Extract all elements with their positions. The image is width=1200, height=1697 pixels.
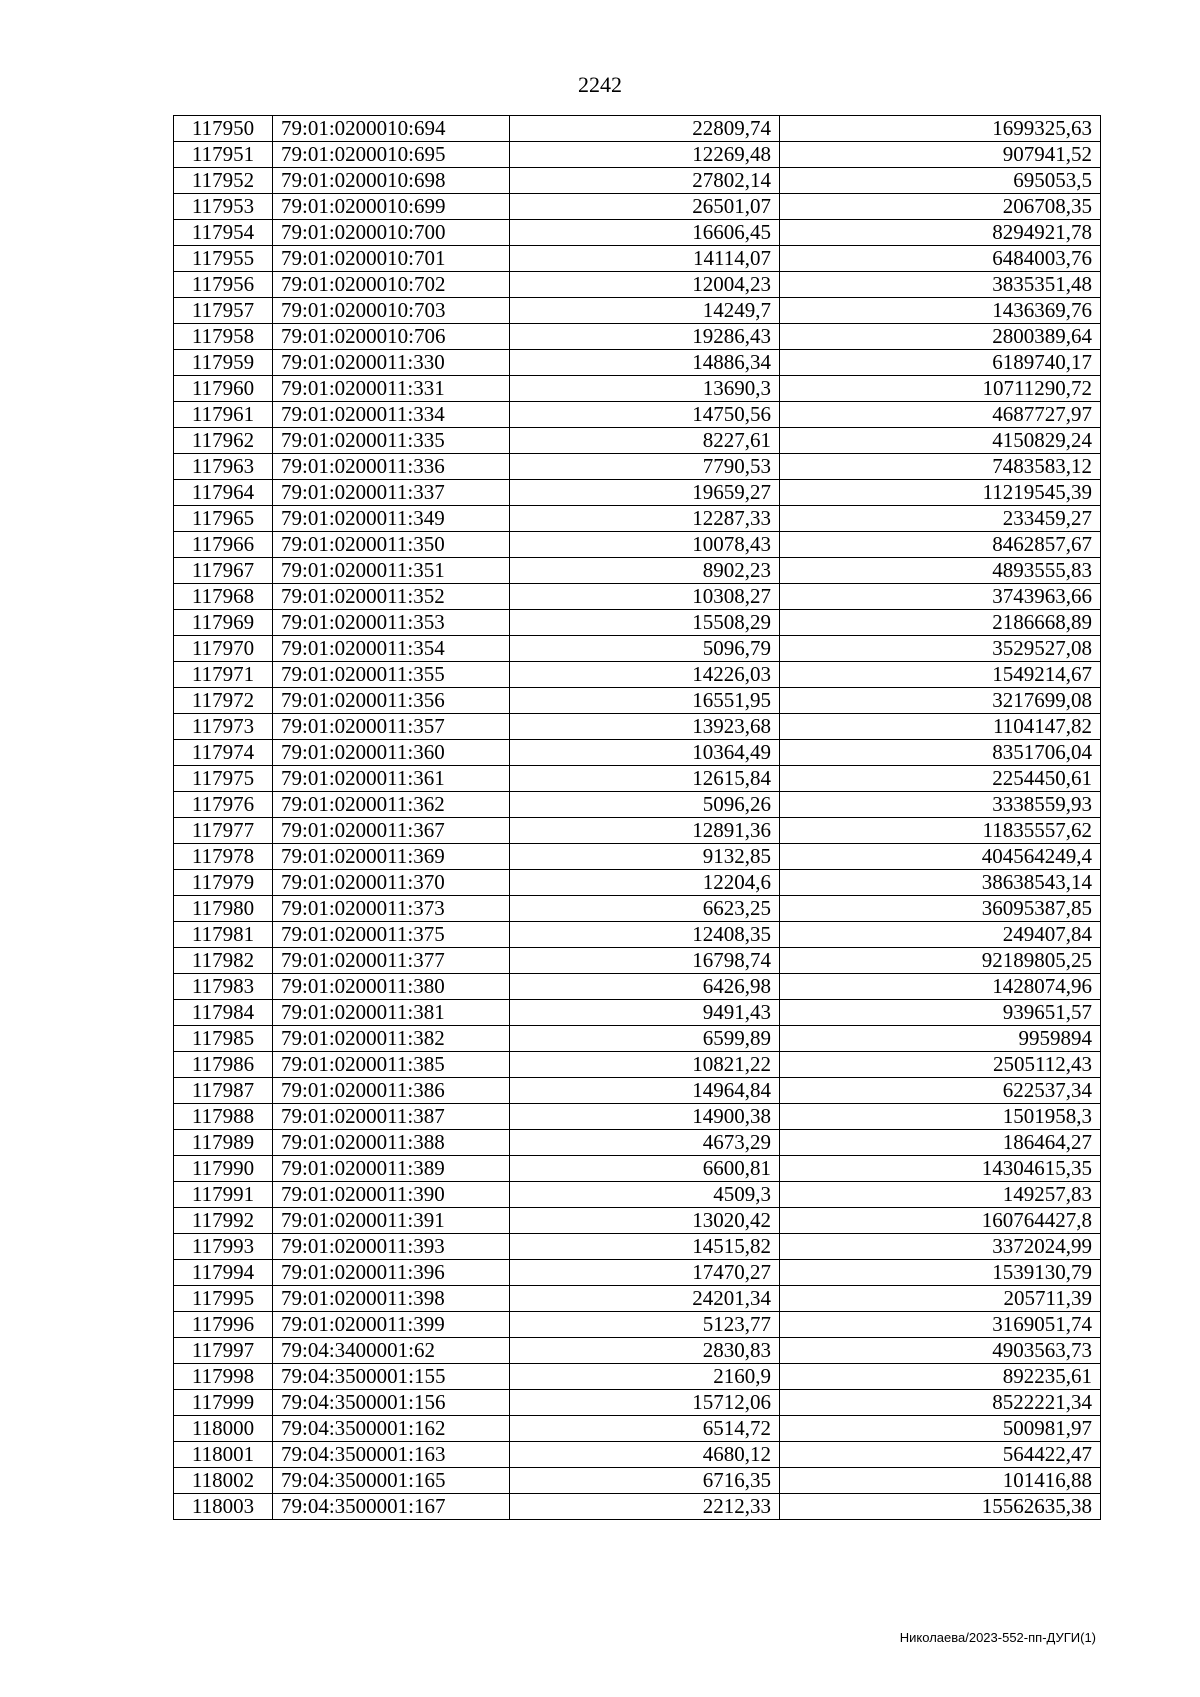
row-number-cell: 117998 xyxy=(174,1364,273,1390)
area-cell: 19659,27 xyxy=(510,480,780,506)
cadastral-number-cell: 79:01:0200011:330 xyxy=(273,350,510,376)
table-row xyxy=(174,376,1101,402)
area-cell: 4680,12 xyxy=(510,1442,780,1468)
table-row xyxy=(174,558,1101,584)
row-number-cell: 117961 xyxy=(174,402,273,428)
table-row xyxy=(174,402,1101,428)
cadastral-number-cell: 79:01:0200011:361 xyxy=(273,766,510,792)
row-number-cell: 117962 xyxy=(174,428,273,454)
area-cell: 8902,23 xyxy=(510,558,780,584)
row-number-cell: 118000 xyxy=(174,1416,273,1442)
area-cell: 12408,35 xyxy=(510,922,780,948)
row-number-cell: 117977 xyxy=(174,818,273,844)
cadastral-value-cell: 3835351,48 xyxy=(780,272,1101,298)
area-cell: 9491,43 xyxy=(510,1000,780,1026)
cadastral-number-cell: 79:01:0200010:702 xyxy=(273,272,510,298)
area-cell: 17470,27 xyxy=(510,1260,780,1286)
cadastral-value-cell: 8462857,67 xyxy=(780,532,1101,558)
cadastral-value-cell: 907941,52 xyxy=(780,142,1101,168)
row-number-cell: 117999 xyxy=(174,1390,273,1416)
row-number-cell: 117974 xyxy=(174,740,273,766)
area-cell: 5096,79 xyxy=(510,636,780,662)
table-row xyxy=(174,1234,1101,1260)
cadastral-number-cell: 79:01:0200011:353 xyxy=(273,610,510,636)
row-number-cell: 117987 xyxy=(174,1078,273,1104)
table-row xyxy=(174,636,1101,662)
row-number-cell: 117963 xyxy=(174,454,273,480)
cadastral-value-cell: 1104147,82 xyxy=(780,714,1101,740)
table-row xyxy=(174,1156,1101,1182)
table-row xyxy=(174,532,1101,558)
cadastral-value-cell: 233459,27 xyxy=(780,506,1101,532)
row-number-cell: 117955 xyxy=(174,246,273,272)
cadastral-number-cell: 79:01:0200011:335 xyxy=(273,428,510,454)
table-row xyxy=(174,948,1101,974)
cadastral-number-cell: 79:01:0200011:351 xyxy=(273,558,510,584)
cadastral-number-cell: 79:04:3500001:162 xyxy=(273,1416,510,1442)
row-number-cell: 117967 xyxy=(174,558,273,584)
cadastral-number-cell: 79:01:0200011:357 xyxy=(273,714,510,740)
cadastral-number-cell: 79:01:0200011:336 xyxy=(273,454,510,480)
cadastral-number-cell: 79:01:0200011:381 xyxy=(273,1000,510,1026)
cadastral-number-cell: 79:01:0200011:373 xyxy=(273,896,510,922)
cadastral-number-cell: 79:04:3500001:163 xyxy=(273,1442,510,1468)
table-row xyxy=(174,1390,1101,1416)
area-cell: 6623,25 xyxy=(510,896,780,922)
cadastral-number-cell: 79:01:0200011:334 xyxy=(273,402,510,428)
table-row xyxy=(174,1416,1101,1442)
cadastral-number-cell: 79:01:0200011:390 xyxy=(273,1182,510,1208)
table-row xyxy=(174,142,1101,168)
row-number-cell: 117959 xyxy=(174,350,273,376)
cadastral-number-cell: 79:01:0200011:360 xyxy=(273,740,510,766)
cadastral-number-cell: 79:01:0200011:331 xyxy=(273,376,510,402)
table-row xyxy=(174,1000,1101,1026)
area-cell: 12891,36 xyxy=(510,818,780,844)
row-number-cell: 117971 xyxy=(174,662,273,688)
cadastral-number-cell: 79:01:0200011:337 xyxy=(273,480,510,506)
row-number-cell: 117976 xyxy=(174,792,273,818)
table-row xyxy=(174,116,1101,142)
row-number-cell: 117985 xyxy=(174,1026,273,1052)
table-row xyxy=(174,272,1101,298)
cadastral-value-cell: 206708,35 xyxy=(780,194,1101,220)
area-cell: 14964,84 xyxy=(510,1078,780,1104)
cadastral-number-cell: 79:01:0200011:385 xyxy=(273,1052,510,1078)
table-row xyxy=(174,350,1101,376)
cadastral-number-cell: 79:01:0200011:350 xyxy=(273,532,510,558)
cadastral-value-cell: 695053,5 xyxy=(780,168,1101,194)
cadastral-number-cell: 79:01:0200010:695 xyxy=(273,142,510,168)
table-row xyxy=(174,1208,1101,1234)
row-number-cell: 117956 xyxy=(174,272,273,298)
area-cell: 13690,3 xyxy=(510,376,780,402)
table-row xyxy=(174,1104,1101,1130)
area-cell: 15508,29 xyxy=(510,610,780,636)
area-cell: 4673,29 xyxy=(510,1130,780,1156)
cadastral-value-cell: 1428074,96 xyxy=(780,974,1101,1000)
cadastral-value-cell: 1436369,76 xyxy=(780,298,1101,324)
cadastral-value-cell: 149257,83 xyxy=(780,1182,1101,1208)
table-row xyxy=(174,1130,1101,1156)
table-row xyxy=(174,428,1101,454)
area-cell: 19286,43 xyxy=(510,324,780,350)
area-cell: 14114,07 xyxy=(510,246,780,272)
cadastral-number-cell: 79:04:3500001:155 xyxy=(273,1364,510,1390)
cadastral-value-cell: 1699325,63 xyxy=(780,116,1101,142)
area-cell: 12269,48 xyxy=(510,142,780,168)
table-row xyxy=(174,584,1101,610)
row-number-cell: 117975 xyxy=(174,766,273,792)
area-cell: 2212,33 xyxy=(510,1494,780,1520)
table-row xyxy=(174,922,1101,948)
table-row xyxy=(174,1286,1101,1312)
area-cell: 12287,33 xyxy=(510,506,780,532)
cadastral-value-cell: 101416,88 xyxy=(780,1468,1101,1494)
row-number-cell: 117965 xyxy=(174,506,273,532)
row-number-cell: 117953 xyxy=(174,194,273,220)
table-row xyxy=(174,1182,1101,1208)
table-row xyxy=(174,1260,1101,1286)
area-cell: 14900,38 xyxy=(510,1104,780,1130)
area-cell: 12615,84 xyxy=(510,766,780,792)
cadastral-value-cell: 11219545,39 xyxy=(780,480,1101,506)
area-cell: 6514,72 xyxy=(510,1416,780,1442)
row-number-cell: 117966 xyxy=(174,532,273,558)
area-cell: 9132,85 xyxy=(510,844,780,870)
cadastral-value-cell: 205711,39 xyxy=(780,1286,1101,1312)
cadastral-number-cell: 79:01:0200011:380 xyxy=(273,974,510,1000)
row-number-cell: 117964 xyxy=(174,480,273,506)
table-row xyxy=(174,1494,1101,1520)
cadastral-value-cell: 500981,97 xyxy=(780,1416,1101,1442)
cadastral-number-cell: 79:01:0200011:391 xyxy=(273,1208,510,1234)
cadastral-value-cell: 3169051,74 xyxy=(780,1312,1101,1338)
table-row xyxy=(174,480,1101,506)
cadastral-value-cell: 8294921,78 xyxy=(780,220,1101,246)
cadastral-number-cell: 79:01:0200011:389 xyxy=(273,1156,510,1182)
table-row xyxy=(174,298,1101,324)
cadastral-value-cell: 4893555,83 xyxy=(780,558,1101,584)
cadastral-value-cell: 4687727,97 xyxy=(780,402,1101,428)
table-row xyxy=(174,1078,1101,1104)
page-number: 2242 xyxy=(578,72,622,97)
table-row xyxy=(174,896,1101,922)
cadastral-value-cell: 4150829,24 xyxy=(780,428,1101,454)
cadastral-number-cell: 79:01:0200010:698 xyxy=(273,168,510,194)
row-number-cell: 117993 xyxy=(174,1234,273,1260)
area-cell: 16798,74 xyxy=(510,948,780,974)
row-number-cell: 117978 xyxy=(174,844,273,870)
cadastral-number-cell: 79:01:0200011:369 xyxy=(273,844,510,870)
cadastral-value-cell: 3372024,99 xyxy=(780,1234,1101,1260)
area-cell: 6600,81 xyxy=(510,1156,780,1182)
row-number-cell: 117997 xyxy=(174,1338,273,1364)
area-cell: 7790,53 xyxy=(510,454,780,480)
cadastral-value-table xyxy=(173,115,1101,1520)
table-row xyxy=(174,506,1101,532)
table-row xyxy=(174,324,1101,350)
row-number-cell: 117952 xyxy=(174,168,273,194)
cadastral-value-cell: 2186668,89 xyxy=(780,610,1101,636)
row-number-cell: 117989 xyxy=(174,1130,273,1156)
cadastral-value-cell: 92189805,25 xyxy=(780,948,1101,974)
cadastral-number-cell: 79:01:0200011:362 xyxy=(273,792,510,818)
table-row xyxy=(174,974,1101,1000)
cadastral-number-cell: 79:01:0200011:355 xyxy=(273,662,510,688)
cadastral-number-cell: 79:01:0200011:354 xyxy=(273,636,510,662)
cadastral-number-cell: 79:01:0200010:703 xyxy=(273,298,510,324)
cadastral-value-cell: 3529527,08 xyxy=(780,636,1101,662)
cadastral-value-cell: 38638543,14 xyxy=(780,870,1101,896)
row-number-cell: 117981 xyxy=(174,922,273,948)
row-number-cell: 117982 xyxy=(174,948,273,974)
cadastral-number-cell: 79:01:0200011:396 xyxy=(273,1260,510,1286)
document-footer: Николаева/2023-552-пп-ДУГИ(1) xyxy=(899,1630,1096,1645)
cadastral-value-cell: 186464,27 xyxy=(780,1130,1101,1156)
cadastral-number-cell: 79:01:0200011:377 xyxy=(273,948,510,974)
cadastral-value-cell: 11835557,62 xyxy=(780,818,1101,844)
cadastral-value-cell: 622537,34 xyxy=(780,1078,1101,1104)
area-cell: 24201,34 xyxy=(510,1286,780,1312)
table-row xyxy=(174,818,1101,844)
area-cell: 2160,9 xyxy=(510,1364,780,1390)
area-cell: 12204,6 xyxy=(510,870,780,896)
row-number-cell: 117979 xyxy=(174,870,273,896)
cadastral-value-cell: 10711290,72 xyxy=(780,376,1101,402)
area-cell: 5123,77 xyxy=(510,1312,780,1338)
area-cell: 4509,3 xyxy=(510,1182,780,1208)
table-row xyxy=(174,870,1101,896)
area-cell: 10078,43 xyxy=(510,532,780,558)
row-number-cell: 117980 xyxy=(174,896,273,922)
cadastral-value-cell: 2254450,61 xyxy=(780,766,1101,792)
row-number-cell: 118003 xyxy=(174,1494,273,1520)
cadastral-value-cell: 2505112,43 xyxy=(780,1052,1101,1078)
area-cell: 14886,34 xyxy=(510,350,780,376)
table-row xyxy=(174,168,1101,194)
table-row xyxy=(174,220,1101,246)
cadastral-value-cell: 36095387,85 xyxy=(780,896,1101,922)
table-row xyxy=(174,1442,1101,1468)
row-number-cell: 117996 xyxy=(174,1312,273,1338)
cadastral-value-cell: 3338559,93 xyxy=(780,792,1101,818)
area-cell: 2830,83 xyxy=(510,1338,780,1364)
row-number-cell: 117958 xyxy=(174,324,273,350)
cadastral-value-cell: 8351706,04 xyxy=(780,740,1101,766)
table-row xyxy=(174,740,1101,766)
area-cell: 6599,89 xyxy=(510,1026,780,1052)
area-cell: 26501,07 xyxy=(510,194,780,220)
cadastral-number-cell: 79:01:0200011:388 xyxy=(273,1130,510,1156)
row-number-cell: 117984 xyxy=(174,1000,273,1026)
cadastral-number-cell: 79:01:0200011:375 xyxy=(273,922,510,948)
row-number-cell: 117970 xyxy=(174,636,273,662)
area-cell: 27802,14 xyxy=(510,168,780,194)
area-cell: 15712,06 xyxy=(510,1390,780,1416)
table-row xyxy=(174,1052,1101,1078)
cadastral-value-cell: 1549214,67 xyxy=(780,662,1101,688)
cadastral-number-cell: 79:01:0200010:699 xyxy=(273,194,510,220)
table-row xyxy=(174,714,1101,740)
table-row xyxy=(174,662,1101,688)
area-cell: 12004,23 xyxy=(510,272,780,298)
row-number-cell: 117986 xyxy=(174,1052,273,1078)
table-row xyxy=(174,610,1101,636)
row-number-cell: 117954 xyxy=(174,220,273,246)
row-number-cell: 117991 xyxy=(174,1182,273,1208)
row-number-cell: 117950 xyxy=(174,116,273,142)
row-number-cell: 117957 xyxy=(174,298,273,324)
cadastral-number-cell: 79:01:0200011:349 xyxy=(273,506,510,532)
table-row xyxy=(174,1026,1101,1052)
row-number-cell: 117951 xyxy=(174,142,273,168)
area-cell: 10364,49 xyxy=(510,740,780,766)
table-row xyxy=(174,454,1101,480)
table-row xyxy=(174,844,1101,870)
row-number-cell: 117995 xyxy=(174,1286,273,1312)
row-number-cell: 117969 xyxy=(174,610,273,636)
area-cell: 13923,68 xyxy=(510,714,780,740)
area-cell: 10308,27 xyxy=(510,584,780,610)
area-cell: 10821,22 xyxy=(510,1052,780,1078)
area-cell: 14750,56 xyxy=(510,402,780,428)
cadastral-number-cell: 79:01:0200011:393 xyxy=(273,1234,510,1260)
cadastral-number-cell: 79:01:0200011:399 xyxy=(273,1312,510,1338)
cadastral-number-cell: 79:04:3500001:165 xyxy=(273,1468,510,1494)
cadastral-number-cell: 79:01:0200010:694 xyxy=(273,116,510,142)
cadastral-number-cell: 79:01:0200011:387 xyxy=(273,1104,510,1130)
cadastral-number-cell: 79:01:0200011:382 xyxy=(273,1026,510,1052)
cadastral-number-cell: 79:04:3400001:62 xyxy=(273,1338,510,1364)
cadastral-value-cell: 15562635,38 xyxy=(780,1494,1101,1520)
row-number-cell: 117983 xyxy=(174,974,273,1000)
cadastral-value-cell: 6189740,17 xyxy=(780,350,1101,376)
cadastral-value-cell: 14304615,35 xyxy=(780,1156,1101,1182)
area-cell: 16606,45 xyxy=(510,220,780,246)
row-number-cell: 117990 xyxy=(174,1156,273,1182)
area-cell: 14249,7 xyxy=(510,298,780,324)
cadastral-number-cell: 79:04:3500001:156 xyxy=(273,1390,510,1416)
table-body xyxy=(174,116,1101,1520)
cadastral-value-cell: 564422,47 xyxy=(780,1442,1101,1468)
row-number-cell: 118001 xyxy=(174,1442,273,1468)
area-cell: 13020,42 xyxy=(510,1208,780,1234)
table-row xyxy=(174,1468,1101,1494)
cadastral-value-cell: 8522221,34 xyxy=(780,1390,1101,1416)
row-number-cell: 117968 xyxy=(174,584,273,610)
table-row xyxy=(174,1338,1101,1364)
cadastral-number-cell: 79:01:0200010:701 xyxy=(273,246,510,272)
row-number-cell: 117960 xyxy=(174,376,273,402)
cadastral-value-cell: 9959894 xyxy=(780,1026,1101,1052)
cadastral-value-cell: 404564249,4 xyxy=(780,844,1101,870)
area-cell: 16551,95 xyxy=(510,688,780,714)
area-cell: 5096,26 xyxy=(510,792,780,818)
row-number-cell: 117994 xyxy=(174,1260,273,1286)
cadastral-value-cell: 892235,61 xyxy=(780,1364,1101,1390)
table-row xyxy=(174,1364,1101,1390)
table-row xyxy=(174,1312,1101,1338)
cadastral-value-cell: 3743963,66 xyxy=(780,584,1101,610)
table-row xyxy=(174,792,1101,818)
row-number-cell: 118002 xyxy=(174,1468,273,1494)
cadastral-value-cell: 1539130,79 xyxy=(780,1260,1101,1286)
cadastral-number-cell: 79:01:0200011:398 xyxy=(273,1286,510,1312)
table-row xyxy=(174,766,1101,792)
table-row xyxy=(174,246,1101,272)
area-cell: 14515,82 xyxy=(510,1234,780,1260)
cadastral-value-cell: 2800389,64 xyxy=(780,324,1101,350)
cadastral-value-cell: 3217699,08 xyxy=(780,688,1101,714)
cadastral-value-cell: 1501958,3 xyxy=(780,1104,1101,1130)
area-cell: 8227,61 xyxy=(510,428,780,454)
table-row xyxy=(174,688,1101,714)
cadastral-number-cell: 79:01:0200011:367 xyxy=(273,818,510,844)
cadastral-number-cell: 79:01:0200010:700 xyxy=(273,220,510,246)
table-row xyxy=(174,194,1101,220)
cadastral-value-cell: 6484003,76 xyxy=(780,246,1101,272)
cadastral-value-cell: 7483583,12 xyxy=(780,454,1101,480)
cadastral-number-cell: 79:01:0200011:370 xyxy=(273,870,510,896)
cadastral-value-cell: 249407,84 xyxy=(780,922,1101,948)
cadastral-value-cell: 4903563,73 xyxy=(780,1338,1101,1364)
row-number-cell: 117972 xyxy=(174,688,273,714)
cadastral-value-cell: 160764427,8 xyxy=(780,1208,1101,1234)
cadastral-value-cell: 939651,57 xyxy=(780,1000,1101,1026)
cadastral-number-cell: 79:01:0200011:386 xyxy=(273,1078,510,1104)
area-cell: 6716,35 xyxy=(510,1468,780,1494)
cadastral-number-cell: 79:01:0200010:706 xyxy=(273,324,510,350)
area-cell: 14226,03 xyxy=(510,662,780,688)
area-cell: 6426,98 xyxy=(510,974,780,1000)
cadastral-number-cell: 79:01:0200011:352 xyxy=(273,584,510,610)
row-number-cell: 117973 xyxy=(174,714,273,740)
row-number-cell: 117992 xyxy=(174,1208,273,1234)
cadastral-number-cell: 79:04:3500001:167 xyxy=(273,1494,510,1520)
area-cell: 22809,74 xyxy=(510,116,780,142)
row-number-cell: 117988 xyxy=(174,1104,273,1130)
cadastral-number-cell: 79:01:0200011:356 xyxy=(273,688,510,714)
